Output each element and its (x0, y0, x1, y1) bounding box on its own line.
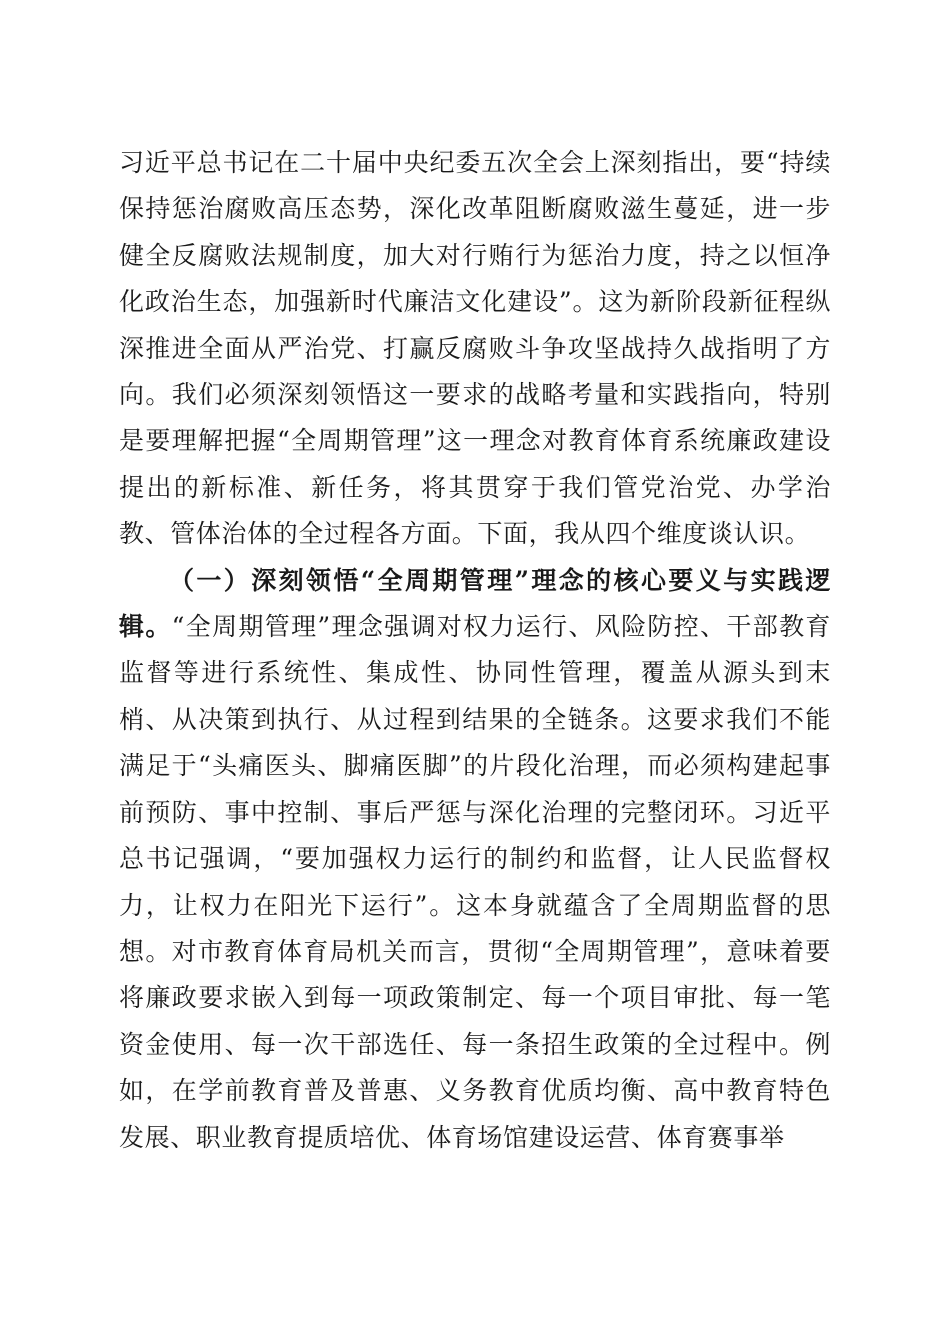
body-text (119, 140, 831, 1161)
paragraph-intro-text: 习近平总书记在二十届中央纪委五次全会上深刻指出，要“持续保持惩治腐败高压态势，深化改革阻断腐败滋生蔓延，进一步健全反腐败法规制度，加大对行贿行为惩治力度，持之以恒净化政治生态，加强新时代廉洁文化建设”。这为新阶段新征程纵深推进全面从严治党、打赢反腐败斗争攻坚战持久战指明了方向。我们必须深刻领悟这一要求的战略考量和实践指向，特别是要理解把握“全周期管理”这一理念对教育体育系统廉政建设提出的新标准、新任务，将其贯穿于我们管党治党、办学治教、管体治体的全过程各方面。下面，我从四个维度谈认识。 (119, 148, 831, 549)
paragraph-intro (119, 140, 831, 558)
section-one-heading: （一）深刻领悟“全周期管理”理念的核心要义与实践逻辑。 (119, 565, 831, 642)
paragraph-section-one (119, 558, 831, 1161)
section-one-text: “全周期管理”理念强调对权力运行、风险防控、干部教育监督等进行系统性、集成性、协同性管理，覆盖从源头到末梢、从决策到执行、从过程到结果的全链条。这要求我们不能满足于“头痛医头、脚痛医脚”的片段化治理，而必须构建起事前预防、事中控制、事后严惩与深化治理的完整闭环。习近平总书记强调，“要加强权力运行的制约和监督，让人民监督权力，让权力在阳光下运行”。这本身就蕴含了全周期监督的思想。对市教育体育局机关而言，贯彻“全周期管理”，意味着要将廉政要求嵌入到每一项政策制定、每一个项目审批、每一笔资金使用、每一次干部选任、每一条招生政策的全过程中。例如，在学前教育普及普惠、义务教育优质均衡、高中教育特色发展、职业教育提质培优、体育场馆建设运营、体育赛事举 (119, 612, 831, 1152)
